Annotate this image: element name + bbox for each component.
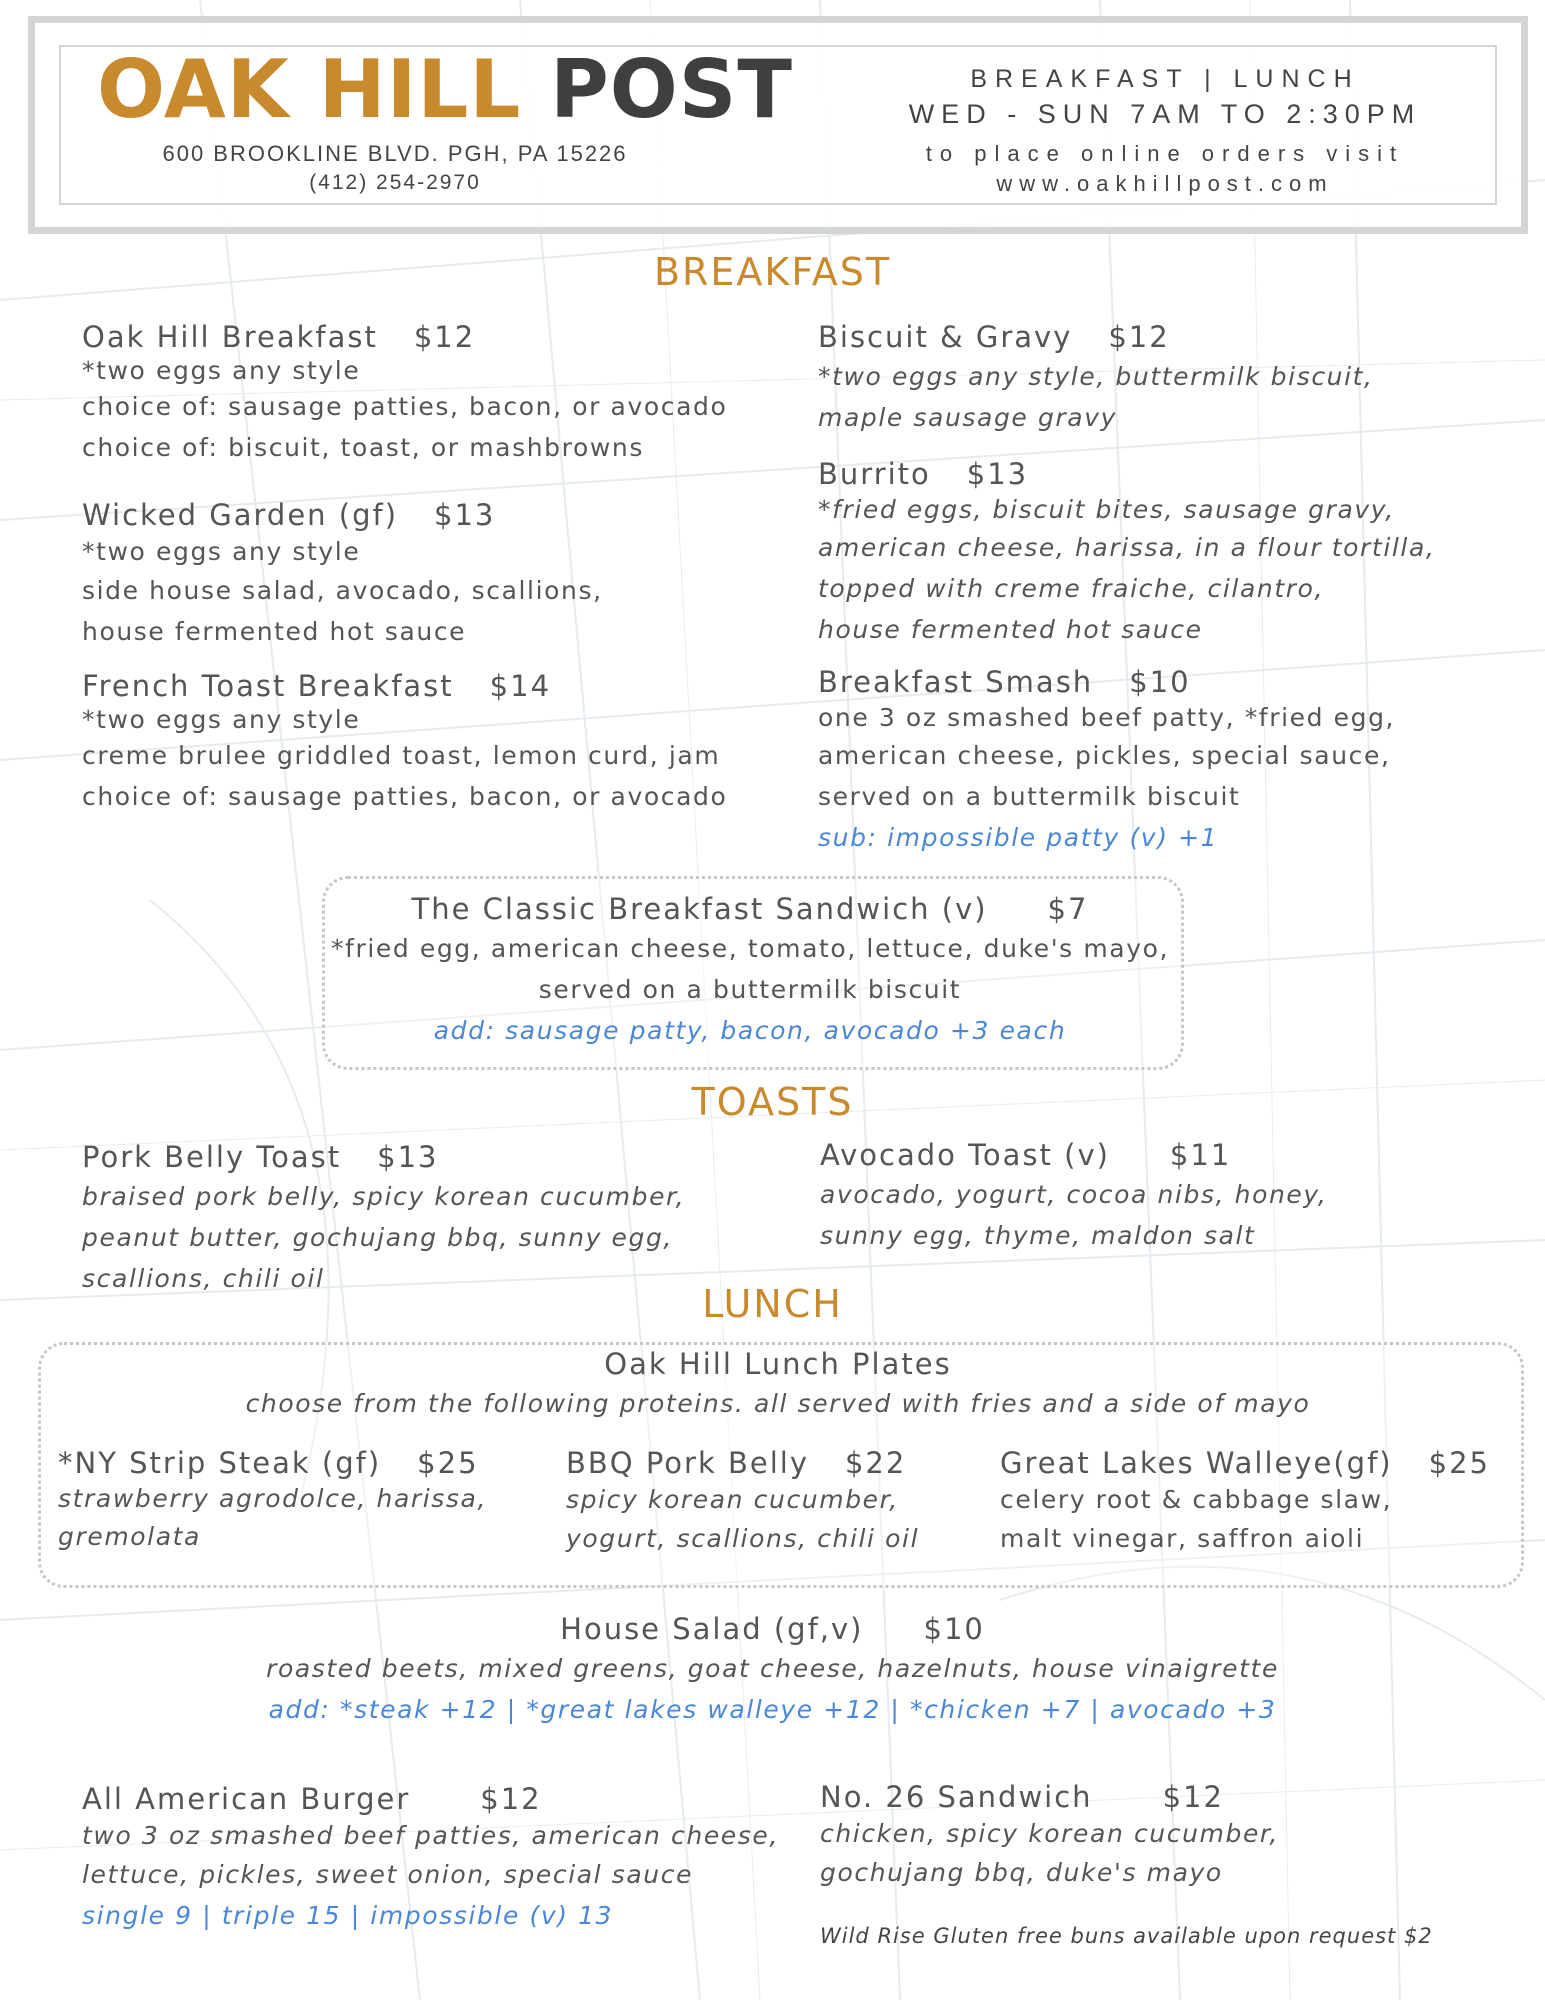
menu-item-no-26-sandwich — [820, 1778, 1279, 1893]
item-title: Breakfast Smash — [818, 665, 1094, 699]
item-desc: *two eggs any style — [82, 356, 361, 385]
item-desc: one 3 oz smashed beef patty, *fried egg, — [818, 703, 1396, 732]
section-title-lunch: LUNCH — [702, 1282, 843, 1326]
item-price: $12 — [1108, 320, 1170, 354]
item-desc: spicy korean cucumber, — [566, 1485, 899, 1514]
website-link[interactable]: www.oakhillpost.com — [996, 171, 1334, 196]
lunch-plates-subtitle: choose from the following proteins. all served with fries and a side of mayo — [245, 1389, 1311, 1418]
item-desc: topped with creme fraiche, cilantro, — [818, 574, 1325, 603]
logo-word-post: POST — [550, 43, 793, 136]
menu-item-all-american-burger — [82, 1780, 779, 1936]
item-name — [818, 455, 1435, 493]
item-desc: house fermented hot sauce — [818, 615, 1203, 644]
address: 600 BROOKLINE BLVD. PGH, PA 15226 — [162, 141, 628, 166]
item-name — [566, 1444, 919, 1482]
item-desc: gochujang bbq, duke's mayo — [820, 1858, 1223, 1887]
item-title: Wicked Garden (gf) — [82, 498, 399, 532]
item-desc: yogurt, scallions, chili oil — [566, 1524, 920, 1553]
item-desc: chicken, spicy korean cucumber, — [820, 1819, 1280, 1848]
item-add-options: add: *steak +12 | *great lakes walleye +12 | *chicken +7 | avocado +3 — [268, 1695, 1277, 1724]
item-name — [818, 318, 1374, 356]
item-name — [820, 1136, 1327, 1174]
item-sub-option: sub: impossible patty (v) +1 — [818, 823, 1219, 852]
item-price: $14 — [489, 669, 552, 703]
logo — [97, 45, 793, 135]
menu-item-great-lakes-walleye — [1000, 1444, 1490, 1559]
item-desc: avocado, yogurt, cocoa nibs, honey, — [820, 1180, 1328, 1209]
item-desc: scallions, chili oil — [82, 1264, 325, 1293]
item-desc: *fried egg, american cheese, tomato, lettuce, duke's mayo, — [330, 934, 1170, 963]
item-price: $11 — [1169, 1138, 1232, 1172]
item-name — [82, 496, 603, 534]
online-order-note: to place online orders visit — [925, 141, 1405, 166]
item-name — [0, 1610, 1545, 1648]
meal-types: BREAKFAST | LUNCH — [970, 65, 1360, 93]
item-name — [1000, 1444, 1490, 1482]
item-title: Avocado Toast (v) — [820, 1138, 1110, 1172]
item-desc: *two eggs any style — [82, 537, 361, 566]
item-desc: gremolata — [58, 1522, 201, 1551]
item-price: $25 — [1428, 1446, 1490, 1480]
menu-item-ny-strip-steak — [58, 1444, 487, 1557]
item-title: Oak Hill Breakfast — [82, 320, 378, 354]
item-desc: served on a buttermilk biscuit — [818, 782, 1241, 811]
menu-item-burrito — [818, 455, 1435, 650]
menu-item-biscuit-gravy — [818, 318, 1374, 438]
item-desc: braised pork belly, spicy korean cucumber, — [82, 1182, 686, 1211]
item-name — [82, 1780, 779, 1818]
item-price: $22 — [844, 1446, 907, 1480]
item-name — [818, 663, 1395, 701]
item-desc: side house salad, avocado, scallions, — [82, 576, 603, 605]
item-title: House Salad (gf,v) — [560, 1612, 864, 1646]
section-title-breakfast: BREAKFAST — [653, 250, 892, 294]
item-price: $10 — [1129, 665, 1191, 699]
lunch-plates-title: Oak Hill Lunch Plates — [604, 1347, 952, 1381]
item-price: $10 — [923, 1612, 985, 1646]
item-desc: *two eggs any style, buttermilk biscuit, — [818, 362, 1374, 391]
item-price: $25 — [417, 1446, 479, 1480]
item-title: French Toast Breakfast — [82, 669, 454, 703]
item-desc: malt vinegar, saffron aioli — [1000, 1524, 1365, 1553]
item-desc: *fried eggs, biscuit bites, sausage gravy, — [818, 495, 1395, 524]
item-desc: choice of: biscuit, toast, or mashbrowns — [82, 433, 644, 462]
item-desc: sunny egg, thyme, maldon salt — [820, 1221, 1256, 1250]
item-price: $12 — [480, 1782, 542, 1816]
item-desc: peanut butter, gochujang bbq, sunny egg, — [82, 1223, 673, 1252]
phone-number: (412) 254-2970 — [309, 171, 481, 194]
item-desc: creme brulee griddled toast, lemon curd, jam — [82, 741, 721, 770]
item-price: $12 — [1162, 1780, 1224, 1814]
menu-item-french-toast-breakfast — [82, 667, 727, 817]
item-name — [82, 1138, 685, 1176]
menu-item-oak-hill-breakfast — [82, 318, 727, 468]
item-name — [82, 667, 727, 705]
logo-word-oak: OAK — [97, 43, 290, 136]
menu-item-house-salad — [0, 1610, 1545, 1730]
item-title: The Classic Breakfast Sandwich (v) — [411, 892, 988, 926]
item-desc: strawberry agrodolce, harissa, — [58, 1484, 488, 1513]
item-title: No. 26 Sandwich — [820, 1780, 1093, 1814]
logo-word-hill: HILL — [318, 43, 522, 136]
item-title: Pork Belly Toast — [82, 1140, 342, 1174]
item-price: $7 — [1047, 892, 1089, 926]
item-name — [322, 890, 1178, 928]
item-price: $12 — [413, 320, 476, 354]
item-desc: *two eggs any style — [82, 705, 361, 734]
menu-item-bbq-pork-belly — [566, 1444, 919, 1559]
menu-item-pork-belly-toast — [82, 1138, 685, 1299]
menu-item-breakfast-smash — [818, 663, 1395, 858]
item-desc: choice of: sausage patties, bacon, or avocado — [82, 392, 728, 421]
item-desc: roasted beets, mixed greens, goat cheese, hazelnuts, house vinaigrette — [266, 1654, 1279, 1683]
item-title: Burrito — [818, 457, 931, 491]
item-price: $13 — [966, 457, 1029, 491]
item-name — [58, 1444, 487, 1482]
item-add-options: add: sausage patty, bacon, avocado +3 each — [433, 1016, 1067, 1045]
burger-size-options: single 9 | triple 15 | impossible (v) 13 — [82, 1901, 614, 1930]
item-desc: choice of: sausage patties, bacon, or avocado — [82, 782, 728, 811]
lunch-plates-header — [38, 1345, 1518, 1424]
item-desc: house fermented hot sauce — [82, 617, 467, 646]
hours: WED - SUN 7AM TO 2:30PM — [908, 99, 1422, 129]
item-price: $13 — [434, 498, 496, 532]
item-desc: maple sausage gravy — [818, 403, 1118, 432]
item-desc: celery root & cabbage slaw, — [1000, 1485, 1393, 1514]
item-desc: american cheese, pickles, special sauce, — [818, 741, 1391, 770]
menu-item-classic-breakfast-sandwich — [322, 890, 1178, 1051]
gluten-free-note: Wild Rise Gluten free buns available upon request $2 — [820, 1924, 1433, 1948]
item-name — [820, 1778, 1279, 1816]
section-title-toasts: TOASTS — [691, 1080, 854, 1124]
item-title: Biscuit & Gravy — [818, 320, 1073, 354]
item-title: Great Lakes Walleye(gf) — [1000, 1446, 1393, 1480]
item-title: All American Burger — [82, 1782, 411, 1816]
menu-item-wicked-garden — [82, 496, 603, 652]
item-name — [82, 318, 727, 356]
item-desc: american cheese, harissa, in a flour tortilla, — [818, 533, 1436, 562]
item-desc: two 3 oz smashed beef patties, american cheese, — [82, 1821, 779, 1850]
item-title: *NY Strip Steak (gf) — [58, 1446, 382, 1480]
menu-item-avocado-toast — [820, 1136, 1327, 1256]
item-price: $13 — [377, 1140, 439, 1174]
item-desc: served on a buttermilk biscuit — [538, 975, 962, 1004]
header — [28, 16, 1528, 234]
item-title: BBQ Pork Belly — [566, 1446, 809, 1480]
item-desc: lettuce, pickles, sweet onion, special sauce — [82, 1860, 694, 1889]
